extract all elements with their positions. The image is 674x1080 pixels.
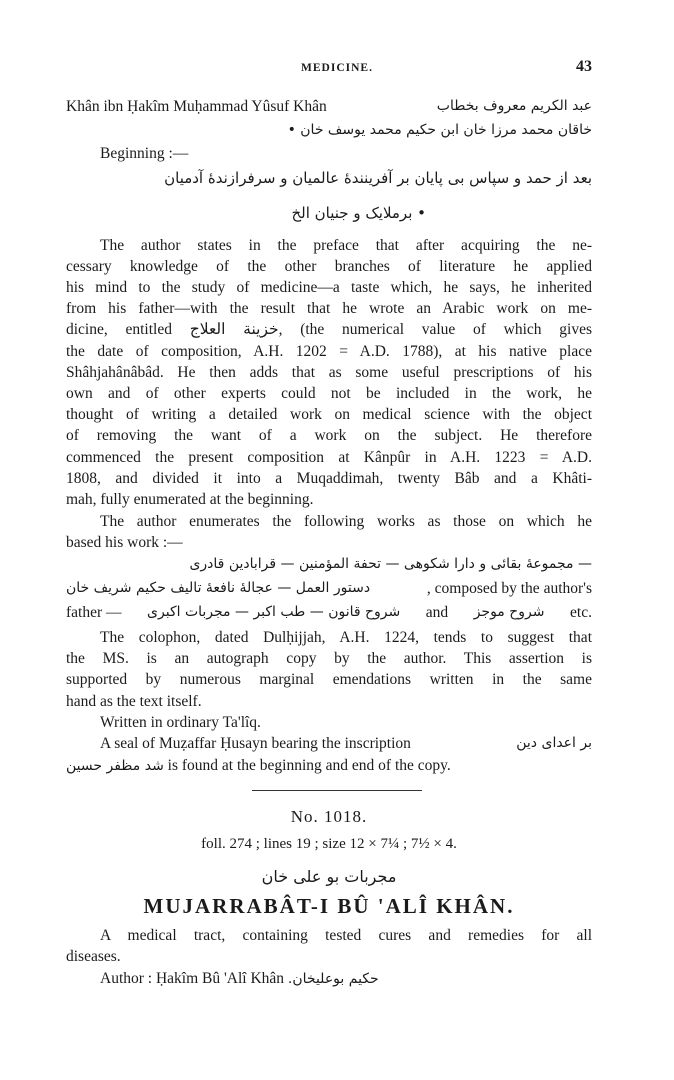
- works-list-english-father: father —: [66, 604, 122, 621]
- works-list-persian-4: شروح موجز: [473, 604, 545, 620]
- top-line-1-persian: عبد الكريم معروف بخطاب: [436, 98, 592, 114]
- page-number: 43: [576, 58, 592, 75]
- works-list-line-3: [66, 602, 592, 623]
- entry-title: MUJARRABÂT-I BÛ 'ALÎ KHÂN.: [143, 894, 515, 918]
- para3-line: hand as the text itself.: [66, 693, 202, 710]
- para3-line: the MS. is an autograph copy by the author. This assertion is: [66, 650, 592, 667]
- entry-number: No. 1018.: [290, 807, 368, 826]
- para3-line: supported by numerous marginal emendations written in the same: [66, 671, 592, 688]
- para1-line: The author states in the preface that after acquiring the ne-: [100, 237, 592, 254]
- works-list-persian: — مجموعۀ بقائی و دارا شکوهی — تحفة المؤمنین — قرابادین قادری: [189, 556, 592, 572]
- section-divider: [252, 790, 422, 791]
- running-head: MEDICINE.: [301, 62, 373, 74]
- seal-line-2-english: is found at the beginning and end of the copy.: [167, 757, 451, 774]
- para1-line: cessary knowledge of the other branches of literature he applied: [66, 258, 592, 275]
- entry-collation: foll. 274 ; lines 19 ; size 12 × 7¼ ; 7½ × 4.: [201, 836, 457, 852]
- para1-line: his mind to the study of medicine—a taste which, he says, he inherited: [66, 279, 592, 296]
- beginning-persian-2: • برملایک و جنیان الخ: [291, 204, 426, 222]
- works-list-english-and: and: [425, 604, 449, 621]
- para1-line: thought of writing a detailed work on medical science with the object: [66, 406, 592, 423]
- para1-line: mah, fully enumerated at the beginning.: [66, 491, 314, 508]
- seal-line-1-english: A seal of Muẓaffar Ḥusayn bearing the inscription: [100, 735, 411, 752]
- seal-inscription-2: شد مظفر حسین: [66, 758, 164, 774]
- para1-line: Shâhjahânâbâd. He then adds that as some useful prescriptions of his: [66, 364, 592, 381]
- works-list-english-2: , composed by the author's: [426, 580, 592, 597]
- top-line-2-persian: خاقان محمد مرزا خان ابن حكيم محمد يوسف خان •: [287, 122, 592, 138]
- para1-line: 1808, and divided it into a Muqaddimah, twenty Bâb and a Khâti-: [66, 470, 592, 487]
- para3-line: The colophon, dated Dulḥijjah, A.H. 1224, tends to suggest that: [100, 629, 592, 646]
- para1-line: commenced the present composition at Kânpûr in A.H. 1223 = A.D.: [66, 449, 592, 466]
- seal-line-1: [100, 733, 592, 754]
- top-line-1-english: Khân ibn Ḥakîm Muḥammad Yûsuf Khân: [66, 98, 327, 115]
- para4-script-note: Written in ordinary Ta'lîq.: [100, 714, 261, 731]
- beginning-label: Beginning :—: [100, 145, 189, 162]
- works-list-persian-3: شروح قانون — طب اکبر — مجربات اکبری: [147, 604, 401, 620]
- para2-line-1: The author enumerates the following works as those on which he: [100, 513, 592, 530]
- para1-line: from his father—with the result that he wrote an Arabic work on me-: [66, 300, 592, 317]
- para1-line: own and of other experts could not be included in the work, he: [66, 385, 592, 402]
- beginning-persian-1: بعد از حمد و سپاس بی پایان بر آفرینندۀ عالمیان و سرفرازندۀ آدمیان: [164, 169, 592, 187]
- works-list-persian-2: دستور العمل — عجالۀ نافعۀ تاليف حكيم شريف خان: [66, 580, 371, 596]
- entry-title-persian: مجربات بو علی خان: [261, 867, 397, 886]
- entry-author-persian: حكيم بوعليخان.: [287, 971, 379, 987]
- entry-author-english: Author : Ḥakîm Bû 'Alî Khân: [100, 970, 285, 987]
- entry-description-line-1: A medical tract, containing tested cures and remedies for all: [100, 927, 592, 944]
- seal-inscription-1: بر اعدای دین: [516, 735, 592, 751]
- seal-line-2: [66, 755, 592, 777]
- works-list-english-etc: etc.: [570, 604, 592, 621]
- para1-line: the date of composition, A.H. 1202 = A.D. 1788), at his native place: [66, 343, 592, 360]
- para1-line: of removing the want of a work on the subject. He therefore: [66, 427, 592, 444]
- entry-description-line-2: diseases.: [66, 948, 121, 965]
- para1-line: dicine, entitled خزينة العلاج, (the numerical value of which gives: [66, 321, 592, 338]
- works-list-line-2: [66, 578, 592, 599]
- entry-author-line: [100, 968, 592, 990]
- para2-line-2: based his work :—: [66, 534, 183, 551]
- top-line-1: [66, 96, 592, 117]
